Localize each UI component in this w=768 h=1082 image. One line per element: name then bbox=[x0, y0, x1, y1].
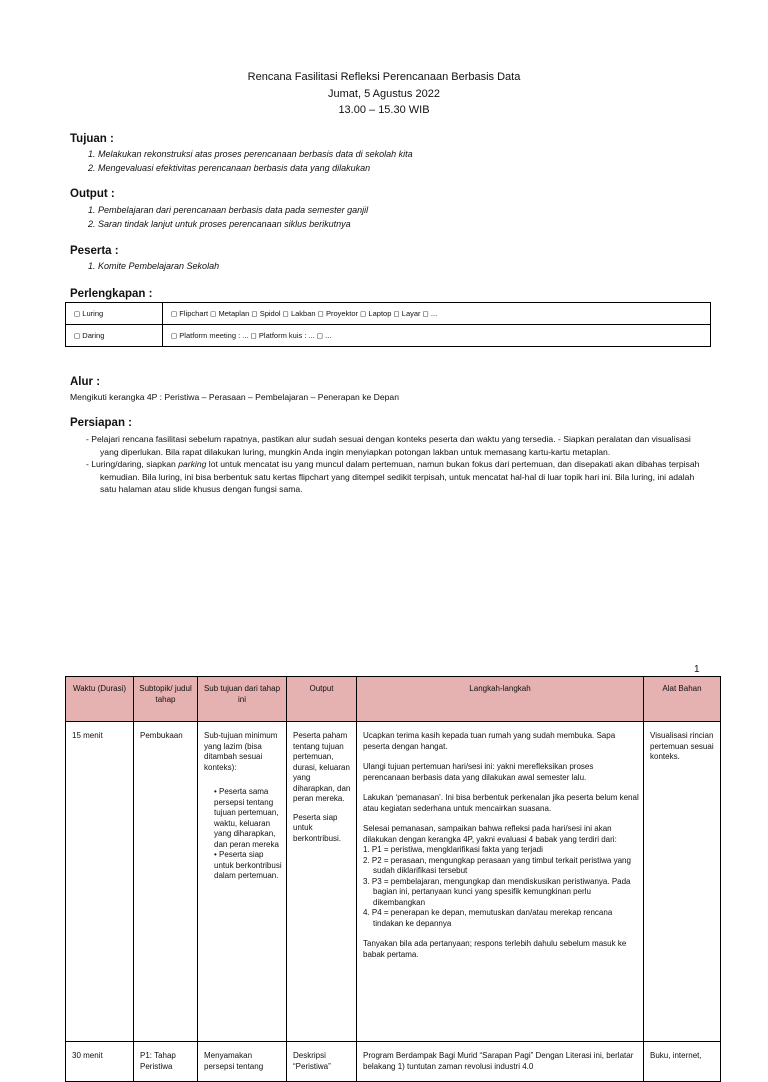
alur-text: Mengikuti kerangka 4P : Peristiwa – Perasaan – Pembelajaran – Penerapan ke Depan bbox=[70, 392, 399, 402]
cell-alat: Visualisasi rincian pertemuan sesuai konteks. bbox=[644, 722, 721, 1042]
output-text: Peserta siap untuk berkontribusi. bbox=[293, 812, 342, 843]
subtujuan-intro: Sub-tujuan minimum yang lazim (bisa ditambah sesuai konteks): bbox=[204, 731, 278, 772]
cell-subtopik: Pembukaan bbox=[134, 722, 198, 1042]
equip-items-luring: ◻ Flipchart ◻ Metaplan ◻ Spidol ◻ Lakban ◻ Proyektor ◻ Laptop ◻ Layar ◻ ... bbox=[163, 303, 711, 325]
col-header-waktu: Waktu (Durasi) bbox=[66, 677, 134, 722]
perlengkapan-table bbox=[65, 302, 711, 347]
persiapan-body bbox=[86, 433, 706, 496]
persiapan-heading: Persiapan : bbox=[70, 417, 132, 429]
col-header-output: Output bbox=[287, 677, 357, 722]
col-header-langkah: Langkah-langkah bbox=[357, 677, 644, 722]
document-title: Rencana Fasilitasi Refleksi Perencanaan Berbasis Data bbox=[247, 71, 521, 83]
parking-emphasis: parking bbox=[178, 459, 207, 469]
cell-subtujuan: Menyamakan persepsi tentang bbox=[198, 1042, 287, 1082]
step-text: Selesai pemanasan, sampaikan bahwa refleksi pada hari/sesi ini akan dilakukan dengan kerangka 4P, yakni evaluasi 4 babak yang terdiri dari: bbox=[363, 824, 617, 844]
tujuan-heading: Tujuan : bbox=[70, 133, 114, 145]
subtujuan-bullet: • Peserta siap untuk berkontribusi dalam pertemuan. bbox=[214, 850, 282, 880]
table-row bbox=[66, 1042, 721, 1082]
step-4p-item: 3. P3 = pembelajaran, mengungkap dan mendiskusikan peristiwanya. Pada bagian ini, pertanyaan kunci yang spesifik kemungkinan perlu dikembangkan bbox=[363, 876, 631, 907]
cell-subtopik: P1: Tahap Peristiwa bbox=[134, 1042, 198, 1082]
step-text: Lakukan ‘pemanasan’. Ini bisa berbentuk perkenalan jika peserta belum kenal atau kegiatan sederhana untuk mencairkan suasana. bbox=[363, 793, 639, 813]
document-date: Jumat, 5 Agustus 2022 bbox=[328, 88, 440, 100]
equip-row-luring bbox=[66, 303, 711, 325]
cell-langkah bbox=[357, 722, 644, 1042]
step-4p-item: 4. P4 = penerapan ke depan, memutuskan dan/atau merekap rencana tindakan ke depannya bbox=[363, 908, 613, 928]
subtujuan-bullet: • Peserta sama persepsi tentang tujuan pertemuan, waktu, keluaran yang diharapkan, dan peran mereka bbox=[214, 787, 279, 849]
alur-heading: Alur : bbox=[70, 376, 101, 388]
cell-subtujuan bbox=[198, 722, 287, 1042]
equip-mode-luring: ◻ Luring bbox=[66, 303, 163, 325]
equip-row-daring bbox=[66, 325, 711, 347]
peserta-heading: Peserta : bbox=[70, 245, 119, 257]
persiapan-point-1: - Pelajari rencana fasilitasi sebelum rapatnya, pastikan alur sudah sesuai dengan konteks peserta dan waktu yang tersedia. - Siapkan peralatan dan visualisasi yang diperlukan. Bila rapat dilakukan luring, mungkin Anda ingin menyiapkan potongan lakban untuk memasang kartu-kartu metaplan. bbox=[86, 434, 691, 457]
perlengkapan-heading: Perlengkapan : bbox=[70, 288, 153, 300]
persiapan-point-2: - Luring/daring, siapkan parking lot untuk mencatat isu yang muncul dalam pertemuan, namun bukan fokus dari pertemuan, dan disepakati akan dibahas terpisah kemudian. Bila luring, ini bisa berbentuk satu kertas flipchart yang ditempel sedikit terpisah, untuk mencatat hal-hal di luar topik hari ini. Bila luring, ini adalah satu halaman atau slide khusus dengan fungsi sama. bbox=[86, 459, 700, 494]
output-text: Peserta paham tentang tujuan pertemuan, durasi, keluaran yang diharapkan, dan peran mereka. bbox=[293, 731, 351, 803]
document-time: 13.00 – 15.30 WIB bbox=[338, 104, 430, 116]
cell-output bbox=[287, 722, 357, 1042]
tujuan-item: 2. Mengevaluasi efektivitas perencanaan berbasis data yang dilakukan bbox=[88, 163, 371, 173]
step-4p-item: 2. P2 = perasaan, mengungkap perasaan yang timbul terkait peristiwa yang sudah diklarifikasi tersebut bbox=[363, 855, 631, 875]
cell-waktu: 15 menit bbox=[66, 722, 134, 1042]
peserta-list bbox=[88, 259, 219, 273]
output-item: 2. Saran tindak lanjut untuk proses perencanaan siklus berikutnya bbox=[88, 219, 351, 229]
cell-output: Deskripsi “Peristiwa” bbox=[287, 1042, 357, 1082]
col-header-subtujuan: Sub tujuan dari tahap ini bbox=[198, 677, 287, 722]
step-4p-item: 1. P1 = peristiwa, mengklarifikasi fakta yang terjadi bbox=[363, 845, 543, 854]
page-number: 1 bbox=[694, 664, 700, 675]
tujuan-list bbox=[88, 147, 413, 175]
step-text: Tanyakan bila ada pertanyaan; respons terlebih dahulu sebelum masuk ke babak pertama. bbox=[363, 939, 627, 959]
facilitation-table bbox=[65, 676, 721, 1082]
cell-waktu: 30 menit bbox=[66, 1042, 134, 1082]
cell-langkah: Program Berdampak Bagi Murid “Sarapan Pagi” Dengan Literasi ini, berlatar belakang 1) tuntutan zaman revolusi industri 4.0 bbox=[357, 1042, 644, 1082]
output-heading: Output : bbox=[70, 188, 115, 200]
equip-mode-daring: ◻ Daring bbox=[66, 325, 163, 347]
table-row bbox=[66, 722, 721, 1042]
equip-items-daring: ◻ Platform meeting : ... ◻ Platform kuis : ... ◻ ... bbox=[163, 325, 711, 347]
step-text: Ulangi tujuan pertemuan hari/sesi ini: yakni merefleksikan proses perencanaan berbasis data yang dilakukan awal semester lalu. bbox=[363, 762, 594, 782]
table-header-row bbox=[66, 677, 721, 722]
output-item: 1. Pembelajaran dari perencanaan berbasis data pada semester ganjil bbox=[88, 205, 369, 215]
tujuan-item: 1. Melakukan rekonstruksi atas proses perencanaan berbasis data di sekolah kita bbox=[88, 149, 413, 159]
output-list bbox=[88, 203, 368, 231]
step-text: Ucapkan terima kasih kepada tuan rumah yang sudah membuka. Sapa peserta dengan hangat. bbox=[363, 731, 616, 751]
col-header-subtopik: Subtopik/ judul tahap bbox=[134, 677, 198, 722]
col-header-alat: Alat Bahan bbox=[644, 677, 721, 722]
peserta-item: 1. Komite Pembelajaran Sekolah bbox=[88, 261, 220, 271]
cell-alat: Buku, internet, bbox=[644, 1042, 721, 1082]
